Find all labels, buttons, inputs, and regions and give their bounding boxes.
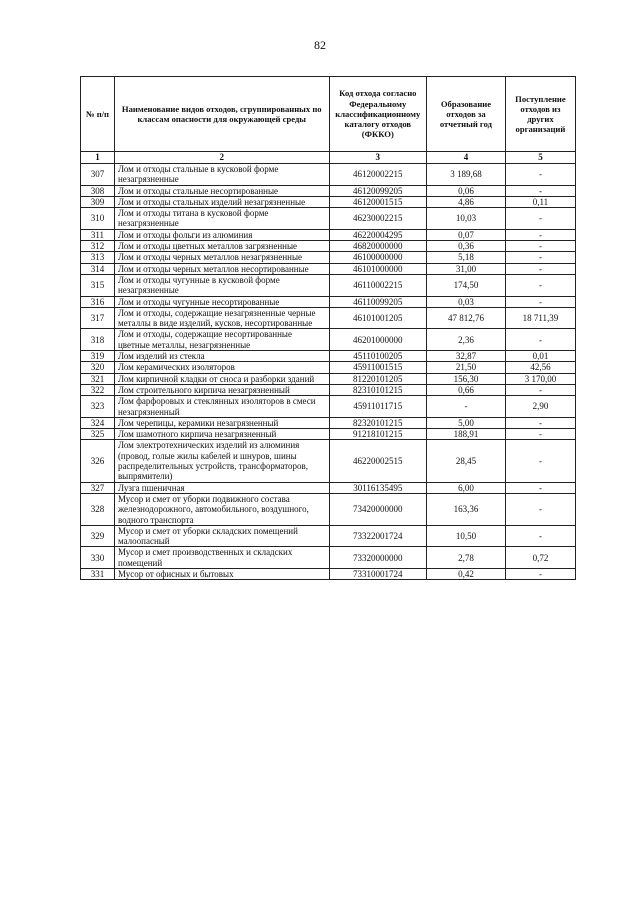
row-waste-name: Лом и отходы цветных металлов загрязненные xyxy=(114,241,329,252)
header-fkko-code: Код отхода согласно Федеральному классификационному каталогу отходов (ФККО) xyxy=(329,77,426,152)
row-fkko-code: 46820000000 xyxy=(329,241,426,252)
row-received: 2,90 xyxy=(505,396,575,418)
row-formed: 156,30 xyxy=(427,373,506,384)
row-received: 0,01 xyxy=(505,351,575,362)
row-number: 309 xyxy=(81,196,115,207)
table-row xyxy=(81,493,576,525)
row-fkko-code: 46110099205 xyxy=(329,296,426,307)
row-received: - xyxy=(505,241,575,252)
table-row xyxy=(81,362,576,373)
row-number: 318 xyxy=(81,329,115,351)
table-row xyxy=(81,229,576,240)
table-row xyxy=(81,440,576,482)
table-row xyxy=(81,274,576,296)
row-waste-name: Лом фарфоровых и стеклянных изоляторов в смеси незагрязненный xyxy=(114,396,329,418)
row-fkko-code: 82310101215 xyxy=(329,384,426,395)
row-waste-name: Лом и отходы стальные в кусковой форме незагрязненные xyxy=(114,164,329,186)
row-formed: 10,50 xyxy=(427,525,506,547)
row-waste-name: Лом изделий из стекла xyxy=(114,351,329,362)
row-formed: 0,42 xyxy=(427,568,506,579)
row-waste-name: Лом и отходы стальных изделий незагрязненные xyxy=(114,196,329,207)
header-formed: Образование отходов за отчетный год xyxy=(427,77,506,152)
row-number: 307 xyxy=(81,164,115,186)
row-received: - xyxy=(505,493,575,525)
row-waste-name: Лом и отходы фольги из алюминия xyxy=(114,229,329,240)
row-waste-name: Лузга пшеничная xyxy=(114,482,329,493)
row-formed: 5,18 xyxy=(427,252,506,263)
table-row xyxy=(81,241,576,252)
row-number: 314 xyxy=(81,263,115,274)
table-row xyxy=(81,263,576,274)
row-number: 311 xyxy=(81,229,115,240)
row-number: 325 xyxy=(81,429,115,440)
row-fkko-code: 46201000000 xyxy=(329,329,426,351)
header-number: № п/п xyxy=(81,77,115,152)
row-fkko-code: 73310001724 xyxy=(329,568,426,579)
row-received: - xyxy=(505,429,575,440)
row-number: 329 xyxy=(81,525,115,547)
row-fkko-code: 46230002215 xyxy=(329,208,426,230)
table-row xyxy=(81,547,576,569)
table-row xyxy=(81,482,576,493)
row-waste-name: Лом электротехнических изделий из алюминия (провод, голые жилы кабелей и шнуров, шины распределительных устройств, трансформаторов, выпрямители) xyxy=(114,440,329,482)
table-body xyxy=(81,164,576,580)
row-waste-name: Лом и отходы чугунные в кусковой форме незагрязненные xyxy=(114,274,329,296)
row-waste-name: Мусор от офисных и бытовых xyxy=(114,568,329,579)
row-number: 321 xyxy=(81,373,115,384)
row-number: 331 xyxy=(81,568,115,579)
table-row xyxy=(81,252,576,263)
row-received: 0,72 xyxy=(505,547,575,569)
row-received: 0,11 xyxy=(505,196,575,207)
column-index: 2 xyxy=(114,152,329,164)
row-formed: 5,00 xyxy=(427,417,506,428)
row-fkko-code: 82320101215 xyxy=(329,417,426,428)
row-fkko-code: 30116135495 xyxy=(329,482,426,493)
row-number: 324 xyxy=(81,417,115,428)
row-waste-name: Лом и отходы, содержащие несортированные цветные металлы, незагрязненные xyxy=(114,329,329,351)
row-fkko-code: 46120002215 xyxy=(329,164,426,186)
row-formed: 163,36 xyxy=(427,493,506,525)
row-waste-name: Лом кирпичной кладки от сноса и разборки зданий xyxy=(114,373,329,384)
row-waste-name: Лом и отходы титана в кусковой форме незагрязненные xyxy=(114,208,329,230)
row-formed: 0,07 xyxy=(427,229,506,240)
row-formed: 32,87 xyxy=(427,351,506,362)
row-waste-name: Лом и отходы черных металлов несортированные xyxy=(114,263,329,274)
header-received: Поступление отходов из других организаций xyxy=(505,77,575,152)
row-received: - xyxy=(505,296,575,307)
row-number: 322 xyxy=(81,384,115,395)
row-formed: 4,86 xyxy=(427,196,506,207)
row-received: - xyxy=(505,263,575,274)
row-waste-name: Лом и отходы стальные несортированные xyxy=(114,185,329,196)
row-formed: 174,50 xyxy=(427,274,506,296)
column-index: 3 xyxy=(329,152,426,164)
row-received: 3 170,00 xyxy=(505,373,575,384)
row-received: - xyxy=(505,252,575,263)
table-row xyxy=(81,196,576,207)
row-number: 316 xyxy=(81,296,115,307)
row-formed: 0,03 xyxy=(427,296,506,307)
row-fkko-code: 46120099205 xyxy=(329,185,426,196)
row-waste-name: Лом керамических изоляторов xyxy=(114,362,329,373)
row-formed: 0,66 xyxy=(427,384,506,395)
row-received: - xyxy=(505,568,575,579)
row-fkko-code: 81220101205 xyxy=(329,373,426,384)
row-received: - xyxy=(505,185,575,196)
row-fkko-code: 91218101215 xyxy=(329,429,426,440)
row-number: 323 xyxy=(81,396,115,418)
page-number: 82 xyxy=(314,38,326,52)
row-fkko-code: 46101000000 xyxy=(329,263,426,274)
row-number: 327 xyxy=(81,482,115,493)
row-waste-name: Мусор и смет от уборки складских помещений малоопасный xyxy=(114,525,329,547)
row-received: - xyxy=(505,384,575,395)
row-waste-name: Лом черепицы, керамики незагрязненный xyxy=(114,417,329,428)
row-fkko-code: 73322001724 xyxy=(329,525,426,547)
table-row xyxy=(81,396,576,418)
table-row xyxy=(81,296,576,307)
table-row xyxy=(81,185,576,196)
row-received: - xyxy=(505,274,575,296)
row-waste-name: Лом и отходы, содержащие незагрязненные черные металлы в виде изделий, кусков, несортированные xyxy=(114,307,329,329)
table-row xyxy=(81,429,576,440)
row-received: 42,56 xyxy=(505,362,575,373)
column-index: 4 xyxy=(427,152,506,164)
row-number: 317 xyxy=(81,307,115,329)
row-received: 18 711,39 xyxy=(505,307,575,329)
row-formed: 31,00 xyxy=(427,263,506,274)
row-formed: 28,45 xyxy=(427,440,506,482)
row-waste-name: Лом и отходы чугунные несортированные xyxy=(114,296,329,307)
table-row xyxy=(81,384,576,395)
row-formed: 3 189,68 xyxy=(427,164,506,186)
row-formed: 21,50 xyxy=(427,362,506,373)
row-number: 328 xyxy=(81,493,115,525)
table-row xyxy=(81,329,576,351)
row-number: 320 xyxy=(81,362,115,373)
row-fkko-code: 45911011715 xyxy=(329,396,426,418)
row-number: 315 xyxy=(81,274,115,296)
row-fkko-code: 45911001515 xyxy=(329,362,426,373)
row-fkko-code: 73320000000 xyxy=(329,547,426,569)
row-received: - xyxy=(505,440,575,482)
row-received: - xyxy=(505,164,575,186)
table-row xyxy=(81,417,576,428)
row-received: - xyxy=(505,417,575,428)
table-row xyxy=(81,373,576,384)
row-waste-name: Лом строительного кирпича незагрязненный xyxy=(114,384,329,395)
row-received: - xyxy=(505,329,575,351)
row-fkko-code: 46220004295 xyxy=(329,229,426,240)
row-number: 326 xyxy=(81,440,115,482)
row-fkko-code: 45110100205 xyxy=(329,351,426,362)
table-row xyxy=(81,568,576,579)
row-received: - xyxy=(505,482,575,493)
row-waste-name: Мусор и смет производственных и складских помещений xyxy=(114,547,329,569)
row-fkko-code: 46100000000 xyxy=(329,252,426,263)
row-formed: 188,91 xyxy=(427,429,506,440)
row-formed: 2,36 xyxy=(427,329,506,351)
waste-table xyxy=(80,76,576,580)
row-fkko-code: 46101001205 xyxy=(329,307,426,329)
row-formed: 2,78 xyxy=(427,547,506,569)
header-waste-name: Наименование видов отходов, сгруппированных по классам опасности для окружающей среды xyxy=(114,77,329,152)
table-header xyxy=(81,77,576,164)
row-fkko-code: 73420000000 xyxy=(329,493,426,525)
row-waste-name: Лом и отходы черных металлов незагрязненные xyxy=(114,252,329,263)
row-waste-name: Мусор и смет от уборки подвижного состава железнодорожного, автомобильного, воздушного, водного транспорта xyxy=(114,493,329,525)
row-received: - xyxy=(505,208,575,230)
row-number: 330 xyxy=(81,547,115,569)
row-formed: 47 812,76 xyxy=(427,307,506,329)
row-number: 313 xyxy=(81,252,115,263)
row-number: 312 xyxy=(81,241,115,252)
table-row xyxy=(81,164,576,186)
row-formed: 10,03 xyxy=(427,208,506,230)
row-fkko-code: 46110002215 xyxy=(329,274,426,296)
column-index-row xyxy=(81,152,576,164)
row-number: 319 xyxy=(81,351,115,362)
row-fkko-code: 46120001515 xyxy=(329,196,426,207)
row-formed: - xyxy=(427,396,506,418)
row-waste-name: Лом шамотного кирпича незагрязненный xyxy=(114,429,329,440)
row-received: - xyxy=(505,525,575,547)
row-number: 308 xyxy=(81,185,115,196)
table-row xyxy=(81,307,576,329)
row-fkko-code: 46220002515 xyxy=(329,440,426,482)
row-number: 310 xyxy=(81,208,115,230)
row-received: - xyxy=(505,229,575,240)
row-formed: 0,36 xyxy=(427,241,506,252)
column-index: 1 xyxy=(81,152,115,164)
table-row xyxy=(81,525,576,547)
table-row xyxy=(81,208,576,230)
row-formed: 6,00 xyxy=(427,482,506,493)
column-index: 5 xyxy=(505,152,575,164)
row-formed: 0,06 xyxy=(427,185,506,196)
table-row xyxy=(81,351,576,362)
